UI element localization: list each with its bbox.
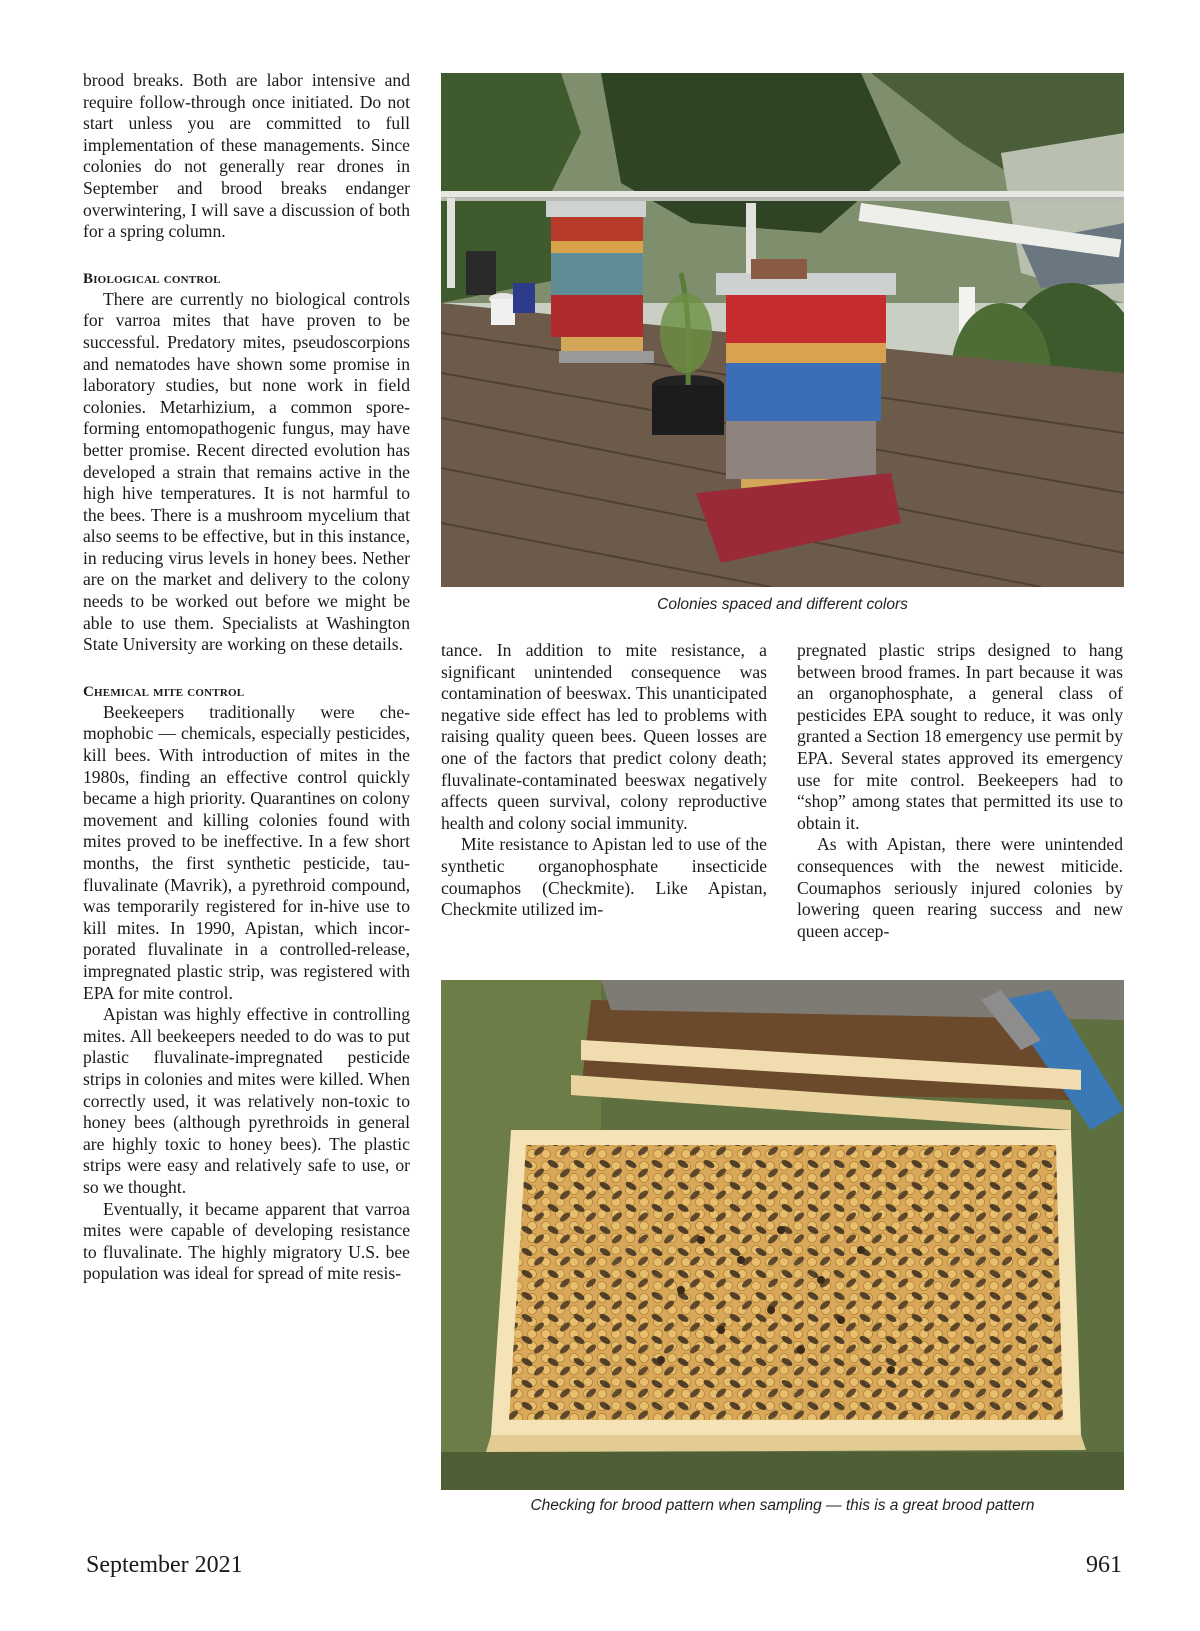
footer-issue-date: September 2021 <box>86 1552 243 1578</box>
paragraph-intro: brood breaks. Both are labor intensive and require follow-through once initiated. Do not start unless you are committed to full implementation of these managements. Since colonies do not generally rear drones in September and brood breaks endanger overwintering, I will save a discussion of both for a spring column. <box>83 70 410 242</box>
paragraph-chemical-3: Eventually, it became apparent that varroa mites were capable of developing resistance to fluvalinate. The highly migratory U.S. bee population was ideal for spread of mite resis- <box>83 1198 410 1284</box>
paragraph-middle-1: tance. In addition to mite resistance, a significant unintended consequence was contamination of beeswax. This unanticipated negative side effect has led to problems with raising quality queen bees. Queen losses are one of the factors that predict colony death; fluvalinate-contaminated beeswax negatively affects queen survival, colony reproductive health and colony social immunity. <box>441 640 767 833</box>
article-column-left <box>83 70 410 1285</box>
section-heading-chemical-mite-control: Chemical mite control <box>83 683 245 700</box>
photo-brood-frame <box>441 980 1124 1490</box>
paragraph-right-2: As with Apistan, there were unintended consequences with the newest miticide. Coumaphos seriously injured colonies by lowering queen rearing success and new queen accep- <box>797 834 1123 941</box>
paragraph-chemical-1: Beekeepers traditionally were chemophobic — chemicals, especially pesticides, kill bees. With introduction of mites in the 1980s, finding an effective control quickly became a high priority. Quarantines on colony movement and killing colonies found with mites proved to be ineffective. In a few short months, the first synthetic pesticide, tau-fluvalinate (Mavrik), a pyrethroid compound, was temporarily registered for in-hive use to kill mites. In 1990, Apistan, which incorporated fluvalinate in a controlled-release, impregnated plastic strip, was registered with EPA for mite control. <box>83 701 410 1003</box>
photo-beehives-on-deck <box>441 73 1124 587</box>
paragraph-chemical-2: Apistan was highly effective in controlling mites. All beekeepers needed to do was to put plastic fluvalinate-impregnated pesticide strips in colonies and mites were killed. When correctly used, it was relatively non-toxic to honey bees (although pyrethroids in general are highly toxic to honey bees). The plastic strips were easy and relatively safe to use, or so we thought. <box>83 1004 410 1197</box>
footer-page-number: 961 <box>1086 1552 1122 1578</box>
section-heading-biological-control: Biological control <box>83 270 221 287</box>
figure-caption-top: Colonies spaced and different colors <box>657 596 908 613</box>
paragraph-biological-control: There are currently no biological controls for varroa mites that have proven to be successful. Predatory mites, pseudoscorpions and nematodes have shown some promise in laboratory studies, but none work in field colonies. Metarhizium, a common spore-forming entomopathogenic fungus, may have better promise. Recent directed evolution has developed a strain that remains active in the high hive temperatures. It is not harmful to the bees. There is a mushroom mycelium that also seems to be effective, but in this instance, in reducing virus levels in honey bees. Nether are on the market and delivery to the colony needs to be worked out before we might be able to use them. Specialists at Washington State University are working on these details. <box>83 288 410 655</box>
article-column-middle <box>441 640 767 921</box>
paragraph-right-1: pregnated plastic strips designed to hang between brood frames. In part because it was an organophosphate, a general class of pesticides EPA sought to reduce, it was only granted a Section 18 emergency use permit by EPA. Several states approved its emergency use for mite control. Beekeepers had to “shop” among states that permitted its use to obtain it. <box>797 640 1123 833</box>
paragraph-middle-2: Mite resistance to Apistan led to use of the synthetic organophosphate insecticide coumaphos (Checkmite). Like Apistan, Checkmite utilized im- <box>441 834 767 920</box>
article-column-right <box>797 640 1123 942</box>
figure-caption-bottom: Checking for brood pattern when sampling — this is a great brood pattern <box>530 1497 1035 1514</box>
